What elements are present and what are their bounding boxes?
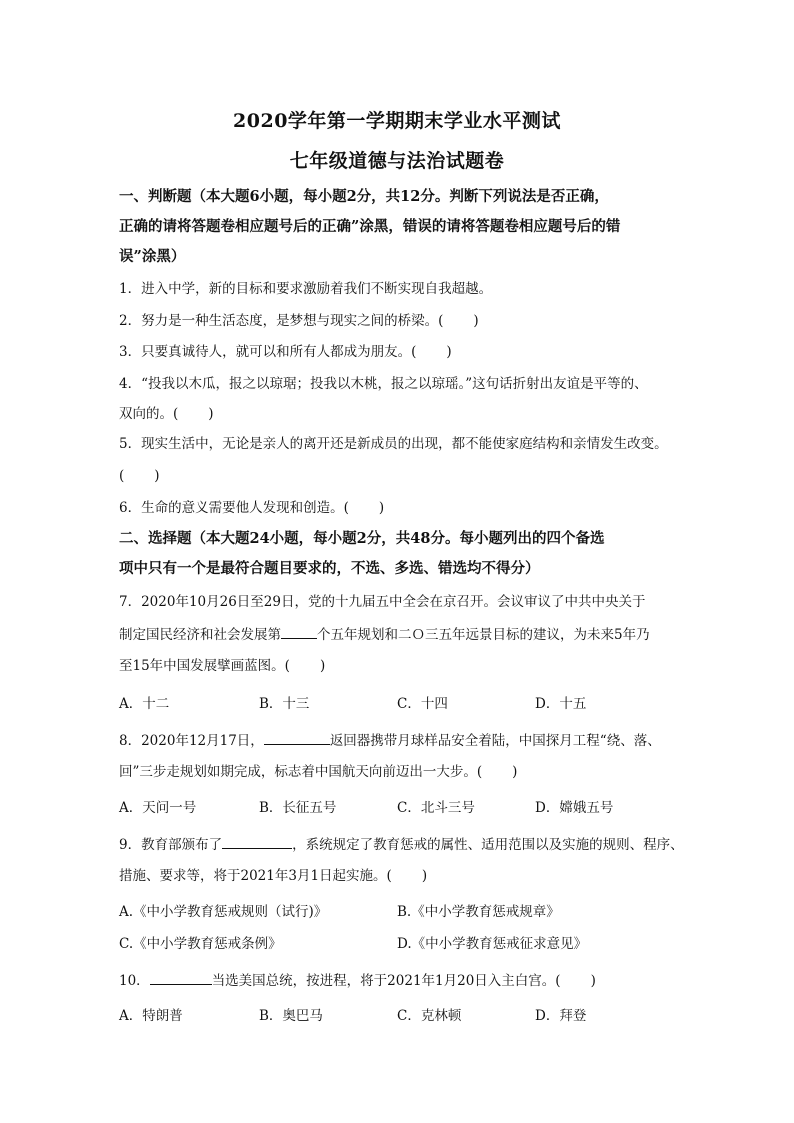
section2-heading-line2: 项中只有一个是最符合题目要求的，不选、多选、错选均不得分） [119,560,540,577]
close-paren: ) [378,500,385,516]
option-c[interactable]: C.《中小学教育惩戒条例》 [119,936,282,952]
question-8-text-a: 8．2020年12月17日， [119,733,264,749]
question-4-line1: 4．“投我以木瓜，报之以琼琚；投我以木桃，报之以琼瑶。”这句话折射出友谊是平等的、 [119,376,648,392]
close-paren: ) [208,406,214,422]
option-a[interactable]: A．特朗普 [119,1008,183,1024]
fill-blank [264,730,330,745]
question-9-text-a: 9．教育部颁布了 [119,837,223,853]
question-7-text-c: 至15年中国发展擘画蓝图。( [119,658,290,674]
question-3 [119,342,679,362]
question-7-text-a: 制定国民经济和社会发展第 [119,627,281,643]
option-c[interactable]: C．北斗三号 [397,800,475,816]
question-7-text-b: 个五年规划和二Ｏ三五年远景目标的建议，为未来5年乃 [317,627,650,643]
option-d[interactable]: D．十五 [535,696,587,712]
question-8-line2 [119,762,679,782]
section1-heading-line1: 一、判断题（本大题6小题，每小题2分，共12分。判断下列说法是否正确， [119,188,609,205]
close-paren: ) [473,313,479,329]
question-10-text-b: 当选美国总统，按进程，将于2021年1月20日入主白宫。( [211,973,561,989]
option-d[interactable]: D．嫦娥五号 [535,800,614,816]
option-d[interactable]: D．拜登 [535,1008,587,1024]
exam-subtitle: 七年级道德与法治试题卷 [289,150,505,172]
close-paren: ) [446,344,452,360]
question-10 [119,970,679,991]
question-8-text-b: 返回器携带月球样品安全着陆，中国探月工程“绕、落、 [329,733,661,749]
exam-title: 2020学年第一学期期末学业水平测试 [233,110,561,132]
section1-heading-line3: 误”涂黑） [119,248,186,265]
question-7-line2 [119,624,679,645]
question-7-line1: 7．2020年10月26日至29日，党的十九届五中全会在京召开。会议审议了中共中央关于 [119,594,646,610]
question-2 [119,311,679,331]
close-paren: ) [319,658,326,674]
option-c[interactable]: C．十四 [397,696,448,712]
section2-heading-line1: 二、选择题（本大题24小题，每小题2分，共48分。每小题列出的四个备选 [119,530,605,547]
fill-blank [150,970,212,985]
option-d[interactable]: D.《中小学教育惩戒征求意见》 [397,936,588,952]
close-paren: ) [421,868,428,884]
question-9-text-b: ，系统规定了教育惩戒的属性、适用范围以及实施的规则、程序、 [292,837,684,853]
question-9-line1 [119,834,684,855]
question-9-line2 [119,866,679,886]
question-4-text: 双向的。( [119,406,179,422]
option-b[interactable]: B．长征五号 [259,800,337,816]
question-2-text: 2．努力是一种生活态度，是梦想与现实之间的桥梁。( [119,313,444,329]
question-5-text: ( [119,468,125,484]
option-a[interactable]: A．天问一号 [119,800,197,816]
question-4-line2 [119,404,679,424]
question-9-text-c: 措施、要求等，将于2021年3月1日起实施。( [119,868,392,884]
question-6-text: 6．生命的意义需要他人发现和创造。( [119,500,349,516]
option-b[interactable]: B．十三 [259,696,310,712]
fill-blank [222,834,292,849]
question-5-line1: 5．现实生活中，无论是亲人的离开还是新成员的出现，都不能使家庭结构和亲情发生改变。 [119,436,668,452]
option-a[interactable]: A.《中小学教育惩戒规则（试行)》 [119,904,328,920]
question-7-line3 [119,656,679,676]
option-b[interactable]: B．奥巴马 [259,1008,323,1024]
question-8-text-c: 回”三步走规划如期完成，标志着中国航天向前迈出一大步。( [119,764,483,780]
option-a[interactable]: A．十二 [119,696,170,712]
close-paren: ) [154,468,160,484]
question-3-text: 3．只要真诚待人，就可以和所有人都成为朋友。( [119,344,417,360]
section1-heading-line2: 正确的请将答题卷相应题号后的正确”涂黑，错误的请将答题卷相应题号后的错 [119,218,621,235]
close-paren: ) [590,973,596,989]
question-10-text-a: 10． [119,973,150,989]
question-1: 1．进入中学，新的目标和要求激励着我们不断实现自我超越。 [119,281,493,297]
question-5-line2 [119,466,679,486]
question-8-line1 [119,730,679,751]
option-c[interactable]: C．克林顿 [397,1008,462,1024]
option-b[interactable]: B.《中小学教育惩戒规章》 [397,904,560,920]
question-6 [119,498,679,518]
close-paren: ) [512,764,518,780]
fill-blank [281,624,317,639]
